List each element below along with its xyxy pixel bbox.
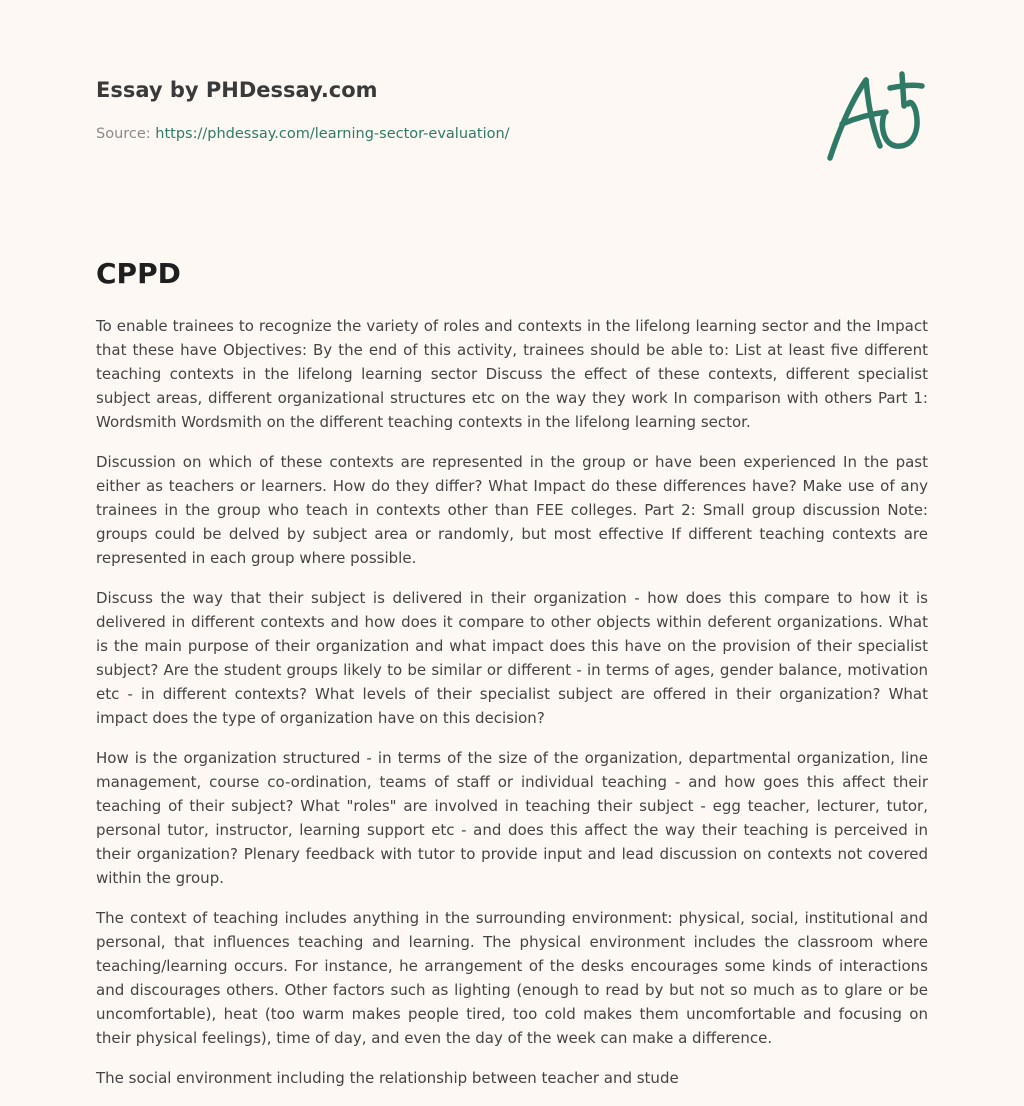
paragraph: How is the organization structured - in terms of the size of the organization, departmental organization, line management, course co-ordination, teams of staff or individual teaching - and how goes this affect their teaching of their subject? What "roles" are involved in teaching their subject - egg teacher, lecturer, tutor, personal tutor, instructor, learning support etc - and does this affect the way their teaching is perceived in their organization? Plenary feedback with tutor to provide input and lead discussion on contexts not covered within the group. [96,749,928,887]
paragraph: The context of teaching includes anything in the surrounding environment: physical, social, institutional and personal, that influences teaching and learning. The physical environment includes the classroom where teaching/learning occurs. For instance, he arrangement of the desks encourages some kinds of interactions and discourages others. Other factors such as lighting (enough to read by but not so much as to glare or be uncomfortable), heat (too warm makes people tired, too cold makes them uncomfortable and focusing on their physical feelings), time of day, and even the day of the week can make a difference. [96,909,928,1047]
site-title: Essay by PHDessay.com [96,78,378,102]
source-label: Source: [96,126,156,142]
page-header [96,76,796,144]
a-plus-grade-icon [822,66,932,166]
source-line [96,124,796,144]
paragraph: The social environment including the relationship between teacher and stude [96,1069,679,1087]
document-title: CPPD [96,257,181,290]
essay-body [96,314,928,1106]
paragraph: To enable trainees to recognize the variety of roles and contexts in the lifelong learning sector and the Impact that these have Objectives: By the end of this activity, trainees should be able to: List at least five different teaching contexts in the lifelong learning sector Discuss the effect of these contexts, different specialist subject areas, different organizational structures etc on the way they work In comparison with others Part 1: Wordsmith Wordsmith on the different teaching contexts in the lifelong learning sector. [96,317,928,431]
paragraph: Discussion on which of these contexts are represented in the group or have been experienced In the past either as teachers or learners. How do they differ? What Impact do these differences have? Make use of any trainees in the group who teach in contexts other than FEE colleges. Part 2: Small group discussion Note: groups could be delved by subject area or randomly, but most effective If different teaching contexts are represented in each group where possible. [96,453,928,567]
paragraph: Discuss the way that their subject is delivered in their organization - how does this compare to how it is delivered in different contexts and how does it compare to other objects within deferent organizations. What is the main purpose of their organization and what impact does this have on the provision of their specialist subject? Are the student groups likely to be similar or different - in terms of ages, gender balance, motivation etc - in different contexts? What levels of their specialist subject are offered in their organization? What impact does the type of organization have on this decision? [96,589,928,727]
source-link[interactable]: https://phdessay.com/learning-sector-evaluation/ [155,126,510,142]
